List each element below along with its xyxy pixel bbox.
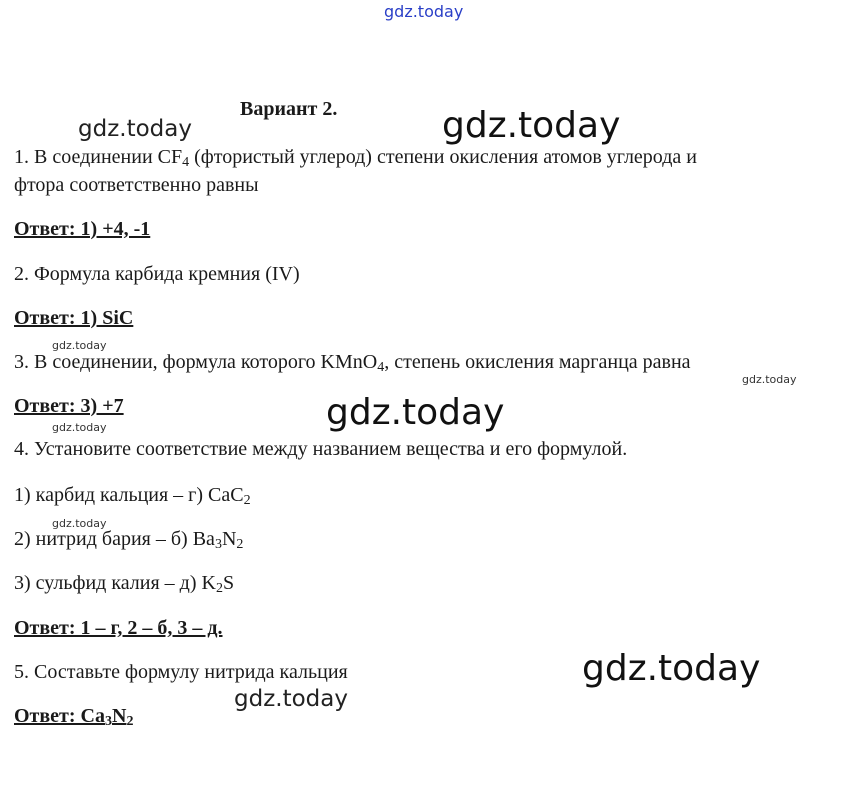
answer-1: Ответ: 1) +4, -1	[14, 218, 151, 240]
answer-5: Ответ: $Ca_3N_2$	[14, 705, 134, 729]
watermark: gdz.today	[52, 339, 107, 352]
watermark-top: gdz.today	[384, 2, 464, 21]
question-1-line-1: 1. В соединении $CF_4$ (фтористый углерод) степени окисления атомов углерода и	[14, 146, 697, 170]
watermark: gdz.today	[52, 517, 107, 530]
watermark: gdz.today	[78, 116, 192, 142]
watermark: gdz.today	[326, 392, 505, 433]
answer-3: Ответ: 3) +7	[14, 395, 124, 417]
question-5: 5. Составьте формулу нитрида кальция	[14, 661, 348, 683]
page-title: Вариант 2.	[240, 98, 338, 120]
question-3: 3. В соединении, формула которого KMnO$_4$, степень окисления марганца равна	[14, 351, 691, 375]
question-2: 2. Формула карбида кремния (IV)	[14, 263, 300, 285]
watermark: gdz.today	[442, 105, 621, 146]
watermark: gdz.today	[582, 648, 761, 689]
question-4: 4. Установите соответствие между названием вещества и его формулой.	[14, 438, 628, 460]
watermark: gdz.today	[234, 686, 348, 712]
question-1-line-2: фтора соответственно равны	[14, 174, 259, 196]
match-item-2: 2) нитрид бария – б) $Ba_3N_2$	[14, 528, 244, 552]
answer-2: Ответ: 1) SiC	[14, 307, 134, 329]
answer-4: Ответ: 1 – г, 2 – б, 3 – д.	[14, 617, 223, 639]
watermark: gdz.today	[742, 373, 797, 386]
match-item-3: 3) сульфид калия – д) $K_2S$	[14, 572, 235, 596]
watermark: gdz.today	[52, 421, 107, 434]
match-item-1: 1) карбид кальция – г) CaC$_2$	[14, 484, 251, 508]
